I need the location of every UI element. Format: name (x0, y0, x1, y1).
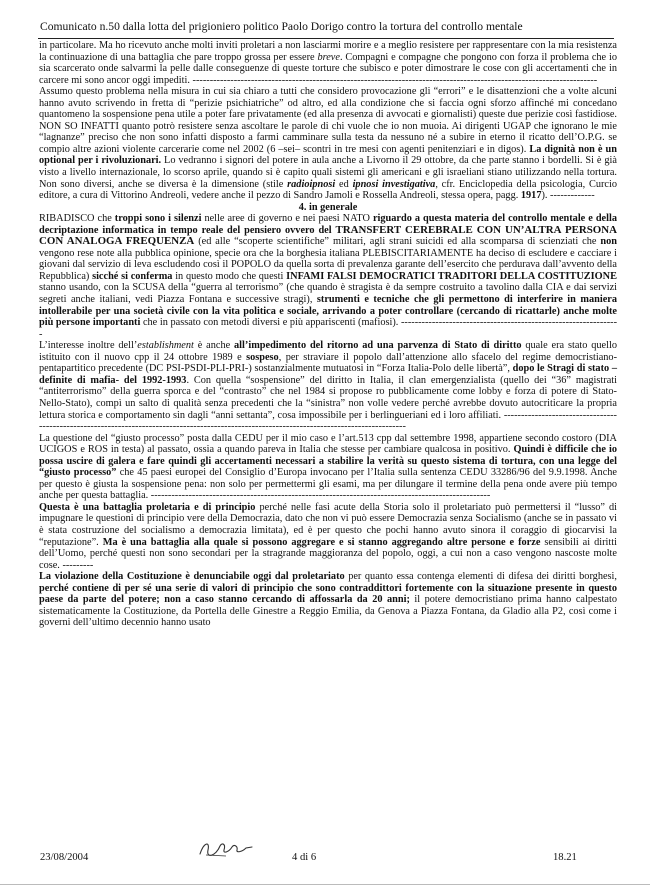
text-run: 4. in generale (298, 201, 358, 213)
text-run: La violazione della Costituzione è denunciabile oggi dal proletariato (39, 571, 345, 583)
text-run: ). ------------- (541, 190, 595, 202)
footer-date: 23/08/2004 (40, 852, 89, 863)
text-run: vengono rese note alla pubblica opinione, specie ora che la borghesia italiana PLEBISCITARIAMENTE ha deciso di escludere e cacciare i giovani dal servizio di leva escludendo così il POPOLO da quella sorta di prevalenza garante dell’esercito che perdurava dall’avvento della Repubblica) (39, 247, 617, 282)
text-run: non (600, 236, 617, 248)
paragraph (39, 502, 617, 571)
signature-icon (196, 838, 256, 860)
text-run: Ma è una battaglia alla quale si possono aggregare e si stanno aggregando altre persone e forze (102, 536, 541, 548)
header-divider (38, 38, 614, 39)
paragraph (39, 213, 617, 340)
bottom-divider (0, 884, 650, 885)
text-run: il potere democristiano prima hanno calpestato sistematicamente la Costituzione, da Portella delle Ginestre a Reggio Emilia, da Genova a Piazza Fontana, da Gladio alla P2, così come i governi dell’ultimo decennio hanno usato (39, 594, 617, 629)
text-run: sensibili ai diritti dell’Uomo, perché questi non sono secondari per la stragrande maggioranza del popolo, oggi, a cui non a caso vengono nascoste molte cose. --------- (39, 536, 617, 571)
text-run: . Compagni e compagne che pongono con forza il problema che io sia scarcerato onde salvarmi la pelle dalle conseguenze di queste torture che subisco e poter dimostrare le cose con gli accertamenti che in carcere mi sono ancor oggi impediti. ---------------------------------------------------------------------------------------------------------------------- (39, 51, 617, 86)
paragraph (39, 340, 617, 432)
text-run: dopo le Stragi di stato –definite di mafia- del 1992-1993 (39, 363, 617, 386)
page-header: Comunicato n.50 dalla lotta del prigioniero politico Paolo Dorigo contro la tortura del controllo mentale (40, 20, 523, 33)
text-run: Assumo questo problema nella misura in cui sia chiaro a tutti che considero provocazione gli “errori” e le disattenzioni che a volte alcuni hanno avuto scrivendo in fretta di “perizie psichiatriche” od altro, ed alla condizione che si faccia ogni sforzo affinché mi concedano quantomeno la sospensione pena utile a poter fare privatamente (ed alla presenza di avvocati e giornalisti) queste due perizie così fastidiose. NON SO INFATTI quanto potrò resistere senza ascoltare le parole di chi vuole che io non muoia. Ai dirigenti UGAP che ignorano le mie “lagnanze” preciso che non sono infatti disposto a farmi camminare sulla testa da nessuno né a subire in eterno il ricatto dell’O.P.G. se compio altre azioni violente carcerarie come nel 2002 (6 –sei– scontri in tre mesi con agenti penitenziari e in digos). (39, 86, 617, 155)
text-run: strumenti e tecniche che gli permettono di interferire in maniera intollerabile per una società civile con la vita politica e sociale, arrivando a poter controllare (cercando di ricattarle) anche molte più persone importanti (39, 294, 617, 329)
footer-code: 18.21 (553, 852, 577, 863)
text-run: 1917 (520, 190, 542, 202)
text-run: (ed alle “scoperte scientifiche” militari, agli strani suicidi ed alla scomparsa di scienziati che (194, 236, 601, 248)
text-run: ipnosi investigativa (352, 178, 436, 190)
text-run: TRANSFERT CEREBRALE CON UN’ALTRA PERSONA CON ANALOGA FREQUENZA (39, 223, 618, 248)
text-run: establishment (137, 340, 194, 352)
text-run: sicché si conferma (92, 270, 173, 282)
text-run: radioipnosi (287, 178, 336, 190)
text-run: breve (317, 51, 340, 63)
text-run: in particolare. Ma ho ricevuto anche molti inviti proletari a non lasciarmi morire e a meglio resistere per rappresentare con la mia resistenza la continuazione di una battaglia che pare troppo grossa per essere (39, 40, 617, 63)
section-heading (39, 202, 617, 214)
text-run: all’impedimento del ritorno ad una parvenza di Stato di diritto (234, 340, 522, 352)
text-run: sospeso (246, 351, 279, 363)
text-run: per quanto essa contenga elementi di difesa dei diritti borghesi, (344, 571, 617, 583)
text-run: INFAMI FALSI DEMOCRATICI TRADITORI DELLA COSTITUZIONE (286, 270, 617, 282)
text-run: troppi sono i silenzi (114, 213, 202, 225)
text-run: , cfr. Enciclopedia della psicologia, Curcio editore, a cura di Vittorino Andreoli, vedere anche il pezzo di Sandro Jamoli e Rossella Andreoli, stessa opera, pagg. (39, 178, 617, 202)
text-run: è anche (193, 340, 235, 352)
text-run: che in passato con metodi diversi e più appariscenti (mafiosi). ---------------------------------------------------------------- (39, 317, 617, 340)
paragraph (39, 433, 617, 502)
text-run: quale era stato quello istituito con il nuovo cpp il 24 ottobre 1989 e (39, 340, 617, 363)
paragraph (39, 571, 617, 629)
text-run: perché nelle fasi acute della Storia solo il proletariato può permettersi il “lusso” di impugnare le questioni di principio vere della Democrazia, dato che non vi può essere Democrazia senza Socialismo (anche se in passato vi è stata costruzione del socialismo a democrazia limitata), ed è per questo che pochi hanno avuto sinora il coraggio di giocarvisi la “reputazione”. (39, 501, 617, 548)
document-body (39, 40, 617, 629)
text-run: nelle aree di governo e nei paesi NATO (201, 213, 373, 225)
text-run: La questione del “giusto processo” posta dalla CEDU per il mio caso e l’art.513 cpp dal settembre 1998, appartiene secondo costoro (DIA UCIGOS e ROS in testa) al passato, ossia a quando pareva in Italia che stesse per cambiare qualcosa in positivo. (39, 432, 617, 456)
text-run: in questo modo che questi (172, 270, 287, 282)
paragraph (39, 86, 617, 201)
text-run: perché contiene di per sé una serie di valori di principio che sono contraddittori fortemente con la situazione presente in questo paese da parte del potere; non a caso stanno cercando di affossarla da 20 anni; (39, 582, 617, 606)
paragraph (39, 40, 617, 86)
text-run: stanno usando, con la SCUSA della “guerra al terrorismo” (che quando è stragista è da sempre costruito a tavolino dalla CIA e dai servizi segreti anche italiani, vedi Piazza Fontana e successive stragi), (39, 282, 617, 306)
text-run: che 45 paesi europei del Consiglio d’Europa invocano per l’Italia sulla sentenza CEDU 33286/96 del 9.9.1998. Anche per questo è giusta la sospensione pena: non solo per permettermi gli esami, ma per dilungare il termine della pena onde avere più tempo anche per questa battaglia. --------------------------------------------------------------------------------------------------- (39, 467, 617, 502)
text-run: Lo vedranno i signori del potere in aula anche a Livorno il 29 ottobre, da che parte stanno i bordelli. Si è già visto a livello internazionale, lo scorso aprile, quando si è capito quali sistemi gli americani e gli israeliani stiano utilizzando nella tortura. Non sono diversi, anche se diversa è la dimensione (stile (39, 155, 617, 190)
text-run: RIBADISCO che (39, 213, 115, 225)
text-run: Questa è una battaglia proletaria e di principio (39, 501, 256, 513)
footer-page-number: 4 di 6 (292, 852, 317, 863)
text-run: . Con quella “sospensione” del diritto in Italia, il clan emergenzialista (quello dei “36” magistrati “antiterrorismo” della guerra sporca e del “contrasto” che nel 1984 si propose ro pubblicamente come lobby e forza di potere di Stato-Nello-Stato), compì un salto di qualità senza precedenti che la “sinistra” non volle vedere perché avrebbe dovuto autocriticare la propria lettura storica e comportamento sin dagli “anni settanta”, cosa impossibile per i berlingueriani ed i loro affiliati. -------------------------------------------------------------------------------------------------------------------------------------------- (39, 374, 617, 433)
text-run: riguardo a questa materia del controllo mentale e della decriptazione informatica in tempo reale del pensiero ovvero del (39, 213, 617, 236)
text-run: La dignità non è un optional per i rivoluzionari. (39, 143, 617, 167)
text-run: L’interesse inoltre dell’ (39, 340, 138, 352)
text-run: ed (335, 178, 353, 190)
text-run: , per straviare il popolo dall’attenzione allo sfacelo del regime democristiano-pentapartitico precedente (DC PSI-PSDI-PLI-PRI-) sostanzialmente mutuatosi in “Forza Italia-Polo delle libertà”, (39, 351, 617, 375)
text-run: Quindi è difficile che io possa uscire di galera e fare quindi gli accertamenti necessari a stabilire la verità su questo sistema di tortura, con una legge del “giusto processo” (39, 444, 617, 479)
